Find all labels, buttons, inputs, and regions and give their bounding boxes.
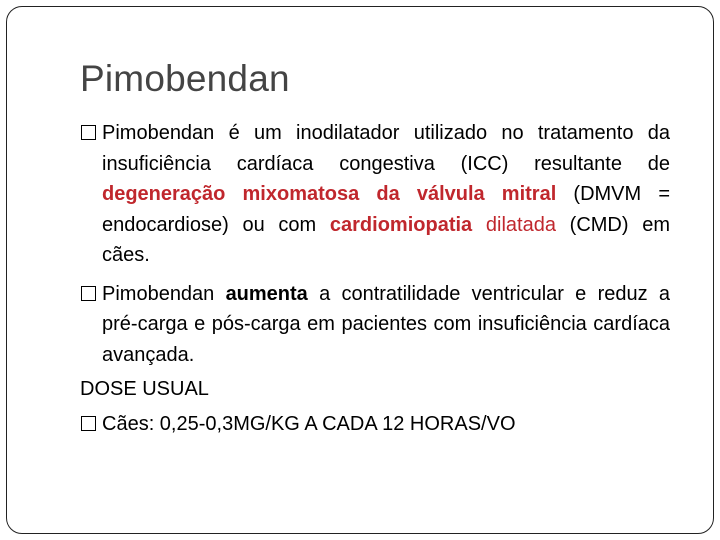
- square-bullet-icon: [81, 416, 96, 431]
- dose-heading: DOSE USUAL: [80, 378, 209, 400]
- bullet-pimobendan-effect: Pimobendan aumenta a contratilidade ventricular e reduz a pré-carga e pós-carga em pacientes com insuficiência cardíaca avançada.: [80, 279, 670, 371]
- slide-body: [80, 118, 670, 439]
- highlight-dmvm: degeneração mixomatosa da válvula mitral: [102, 183, 557, 205]
- bold-aumenta: aumenta: [225, 282, 308, 305]
- square-bullet-icon: [81, 125, 96, 140]
- highlight-dilatada: dilatada: [485, 213, 556, 236]
- square-bullet-icon: [81, 286, 96, 301]
- bullet-dose-caes: Cães: 0,25-0,3MG/KG A CADA 12 HORAS/VO: [80, 409, 670, 439]
- slide-title: Pimobendan: [80, 58, 290, 99]
- highlight-cardiomiopatia: cardiomiopatia: [329, 213, 473, 236]
- bullet-pimobendan-indication: Pimobendan é um inodilatador utilizado no tratamento da insuficiência cardíaca congestiva (ICC) resultante de degeneração mixomatosa da válvula mitral (DMVM = endocardiose) ou com cardiomiopatia dilatada (CMD) em cães.: [80, 118, 670, 271]
